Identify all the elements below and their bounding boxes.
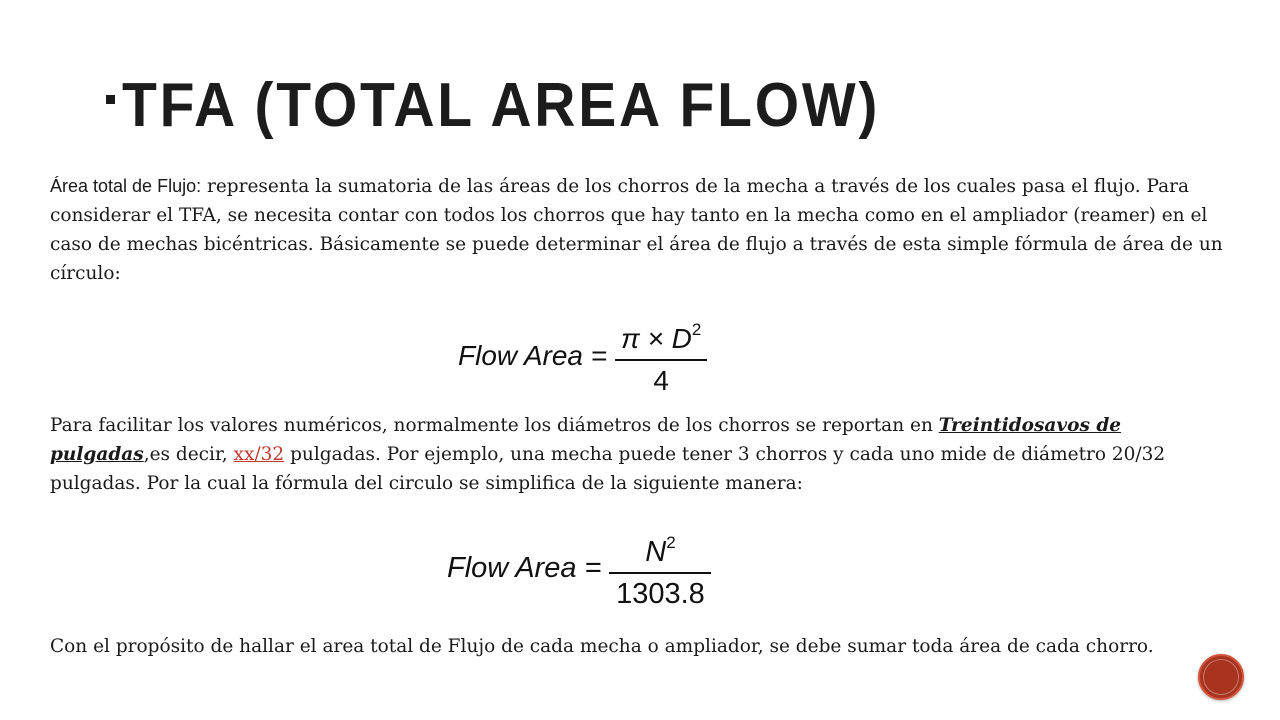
flow-area-formula-simplified: [447, 525, 711, 612]
units-text-middle: ,es decir,: [143, 444, 234, 465]
slide-title: TFA (TOTAL AREA FLOW): [122, 71, 881, 140]
formula-numerator: $N^2$: [645, 533, 676, 568]
fraction-bar: [609, 572, 711, 574]
formula-denominator: 1303.8: [616, 578, 705, 610]
paragraph-conclusion: Con el propósito de hallar el area total de Flujo de cada mecha o ampliador, se debe sumar toda área de cada chorro.: [50, 636, 1154, 657]
units-term: Treintidosavos de pulgadas: [50, 415, 1122, 465]
formula-denominator: 4: [653, 365, 669, 396]
xx32-link[interactable]: xx/32: [233, 444, 285, 465]
fraction-bar: [615, 359, 707, 361]
formula-numerator: $\pi \times D^2$: [620, 320, 702, 354]
slide-nav-button[interactable]: [1198, 654, 1244, 700]
title-bullet-icon: [106, 95, 115, 104]
formula-fraction: [609, 525, 711, 612]
definition-text: representa la sumatoria de las áreas de los chorros de la mecha a través de los cuales pasa el flujo. Para considerar el TFA, se necesita contar con todos los chorros que hay tanto en la mecha como en el ampliador (reamer) en el caso de mechas bicéntricas. Básicamente se puede determinar el área de flujo a través de esta simple fórmula de área de un círculo:: [50, 176, 1223, 284]
paragraph-definition: [50, 172, 1235, 288]
paragraph-units: [50, 411, 1235, 498]
units-text-before: Para facilitar los valores numéricos, normalmente los diámetros de los chorros se reportan en: [50, 415, 939, 436]
formula-fraction: [615, 312, 707, 399]
units-text-after: pulgadas. Por ejemplo, una mecha puede tener 3 chorros y cada uno mide de diámetro 20/32 pulgadas. Por la cual la fórmula del circulo se simplifica de la siguiente manera:: [50, 444, 1166, 494]
formula-label: Flow Area =: [447, 552, 602, 584]
formula-exponent: 2: [691, 320, 702, 339]
formula-label: Flow Area =: [458, 339, 608, 371]
nav-ring-icon: [1203, 659, 1239, 695]
definition-lead: Área total de Flujo:: [50, 176, 202, 196]
formula-exponent: 2: [666, 533, 676, 552]
flow-area-formula-circle: [458, 312, 707, 399]
